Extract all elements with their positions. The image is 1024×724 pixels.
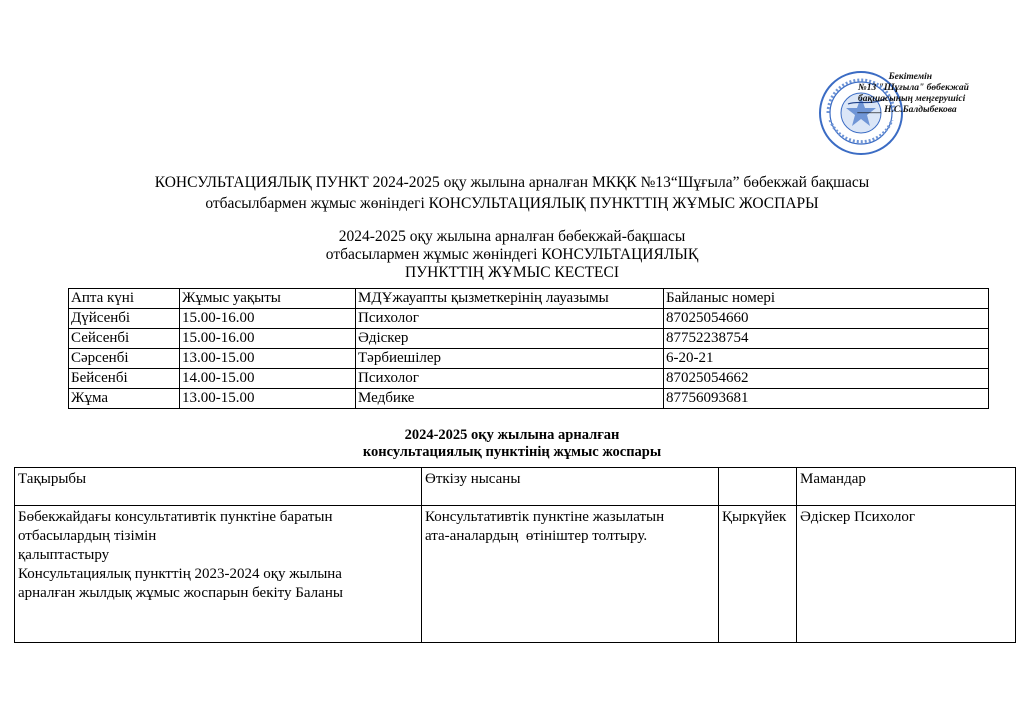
table-cell: 14.00-15.00 [180, 369, 356, 389]
table-header-cell: МДҰжауапты қызметкерінің лауазымы [356, 289, 664, 309]
table-cell: 87025054660 [664, 309, 989, 329]
approval-line: бақшасының меңгерушісі [858, 94, 966, 104]
table-row [69, 389, 989, 409]
schedule-table [68, 288, 989, 409]
table-cell: 6-20-21 [664, 349, 989, 369]
table-header-cell: Байланыс номері [664, 289, 989, 309]
schedule-title-line: ПУНКТТІҢ ЖҰМЫС КЕСТЕСІ [404, 264, 620, 281]
table-cell: 15.00-16.00 [180, 309, 356, 329]
table-header-cell: Жұмыс уақыты [180, 289, 356, 309]
approval-block [858, 72, 1018, 116]
plan-table [14, 467, 1016, 643]
table-cell: Медбике [356, 389, 664, 409]
plan-title-line: консультациялық пунктінің жұмыс жоспары [362, 444, 662, 460]
table-cell: Әдіскер [356, 329, 664, 349]
plan-form-cell [422, 506, 719, 643]
table-row [69, 349, 989, 369]
plan-topic-line: Консультациялық пункттің 2023-2024 оқу жылына [18, 566, 342, 582]
table-cell: Жұма [69, 389, 180, 409]
table-cell: Дүйсенбі [69, 309, 180, 329]
table-row [69, 309, 989, 329]
document-title-line: КОНСУЛЬТАЦИЯЛЫҚ ПУНКТ 2024-2025 оқу жылына арналған МКҚК №13“Шұғыла” бөбекжай бақшасы [154, 174, 870, 191]
table-cell: 15.00-16.00 [180, 329, 356, 349]
plan-topic-line: қалыптастыру [18, 547, 110, 563]
schedule-title-line: 2024-2025 оқу жылына арналған бөбекжай-бақшасы [338, 228, 686, 245]
plan-topic-line: отбасылардың тізімін [18, 528, 157, 544]
table-header-cell: Апта күні [69, 289, 180, 309]
approval-line: №13 "Шұғыла" бөбекжай [858, 83, 969, 93]
document-title-line: отбасылбармен жұмыс жөніндегі КОНСУЛЬТАЦИЯЛЫҚ ПУНКТТІҢ ЖҰМЫС ЖОСПАРЫ [205, 195, 819, 212]
table-row [69, 369, 989, 389]
table-header-row [69, 289, 989, 309]
table-cell: 87025054662 [664, 369, 989, 389]
plan-title-line: 2024-2025 оқу жылына арналған [404, 427, 620, 443]
table-cell: 13.00-15.00 [180, 349, 356, 369]
plan-specialists-cell: Әдіскер Психолог [797, 506, 1016, 643]
plan-form-line: ата-аналардың өтініштер толтыру. [425, 528, 648, 544]
document-title [0, 172, 1024, 214]
plan-topic-line: Бөбекжайдағы консультативтік пунктіне баратын [18, 509, 333, 525]
plan-topic-line: арналған жылдық жұмыс жоспарын бекіту Баланы [18, 585, 343, 601]
approval-line: Бекітемін [888, 72, 932, 82]
table-cell: 87752238754 [664, 329, 989, 349]
plan-title [0, 427, 1024, 461]
schedule-title-line: отбасылармен жұмыс жөніндегі КОНСУЛЬТАЦИЯЛЫҚ [325, 246, 699, 263]
table-row [69, 329, 989, 349]
table-cell: Бейсенбі [69, 369, 180, 389]
schedule-title [0, 228, 1024, 282]
table-header-cell [719, 468, 797, 506]
table-cell: Сейсенбі [69, 329, 180, 349]
plan-topic-cell [15, 506, 422, 643]
plan-form-line: Консультативтік пунктіне жазылатын [425, 509, 665, 525]
table-cell: Сәрсенбі [69, 349, 180, 369]
table-cell: 87756093681 [664, 389, 989, 409]
table-row [15, 506, 1016, 643]
table-cell: 13.00-15.00 [180, 389, 356, 409]
table-cell: Психолог [356, 369, 664, 389]
table-cell: Тәрбиешілер [356, 349, 664, 369]
table-header-cell: Тақырыбы [15, 468, 422, 506]
table-header-cell: Өткізу нысаны [422, 468, 719, 506]
table-header-cell: Мамандар [797, 468, 1016, 506]
table-cell: Психолог [356, 309, 664, 329]
plan-month-cell: Қыркүйек [719, 506, 797, 643]
table-header-row [15, 468, 1016, 506]
approval-line: _____ Н.С.Балдыбекова [858, 105, 957, 115]
